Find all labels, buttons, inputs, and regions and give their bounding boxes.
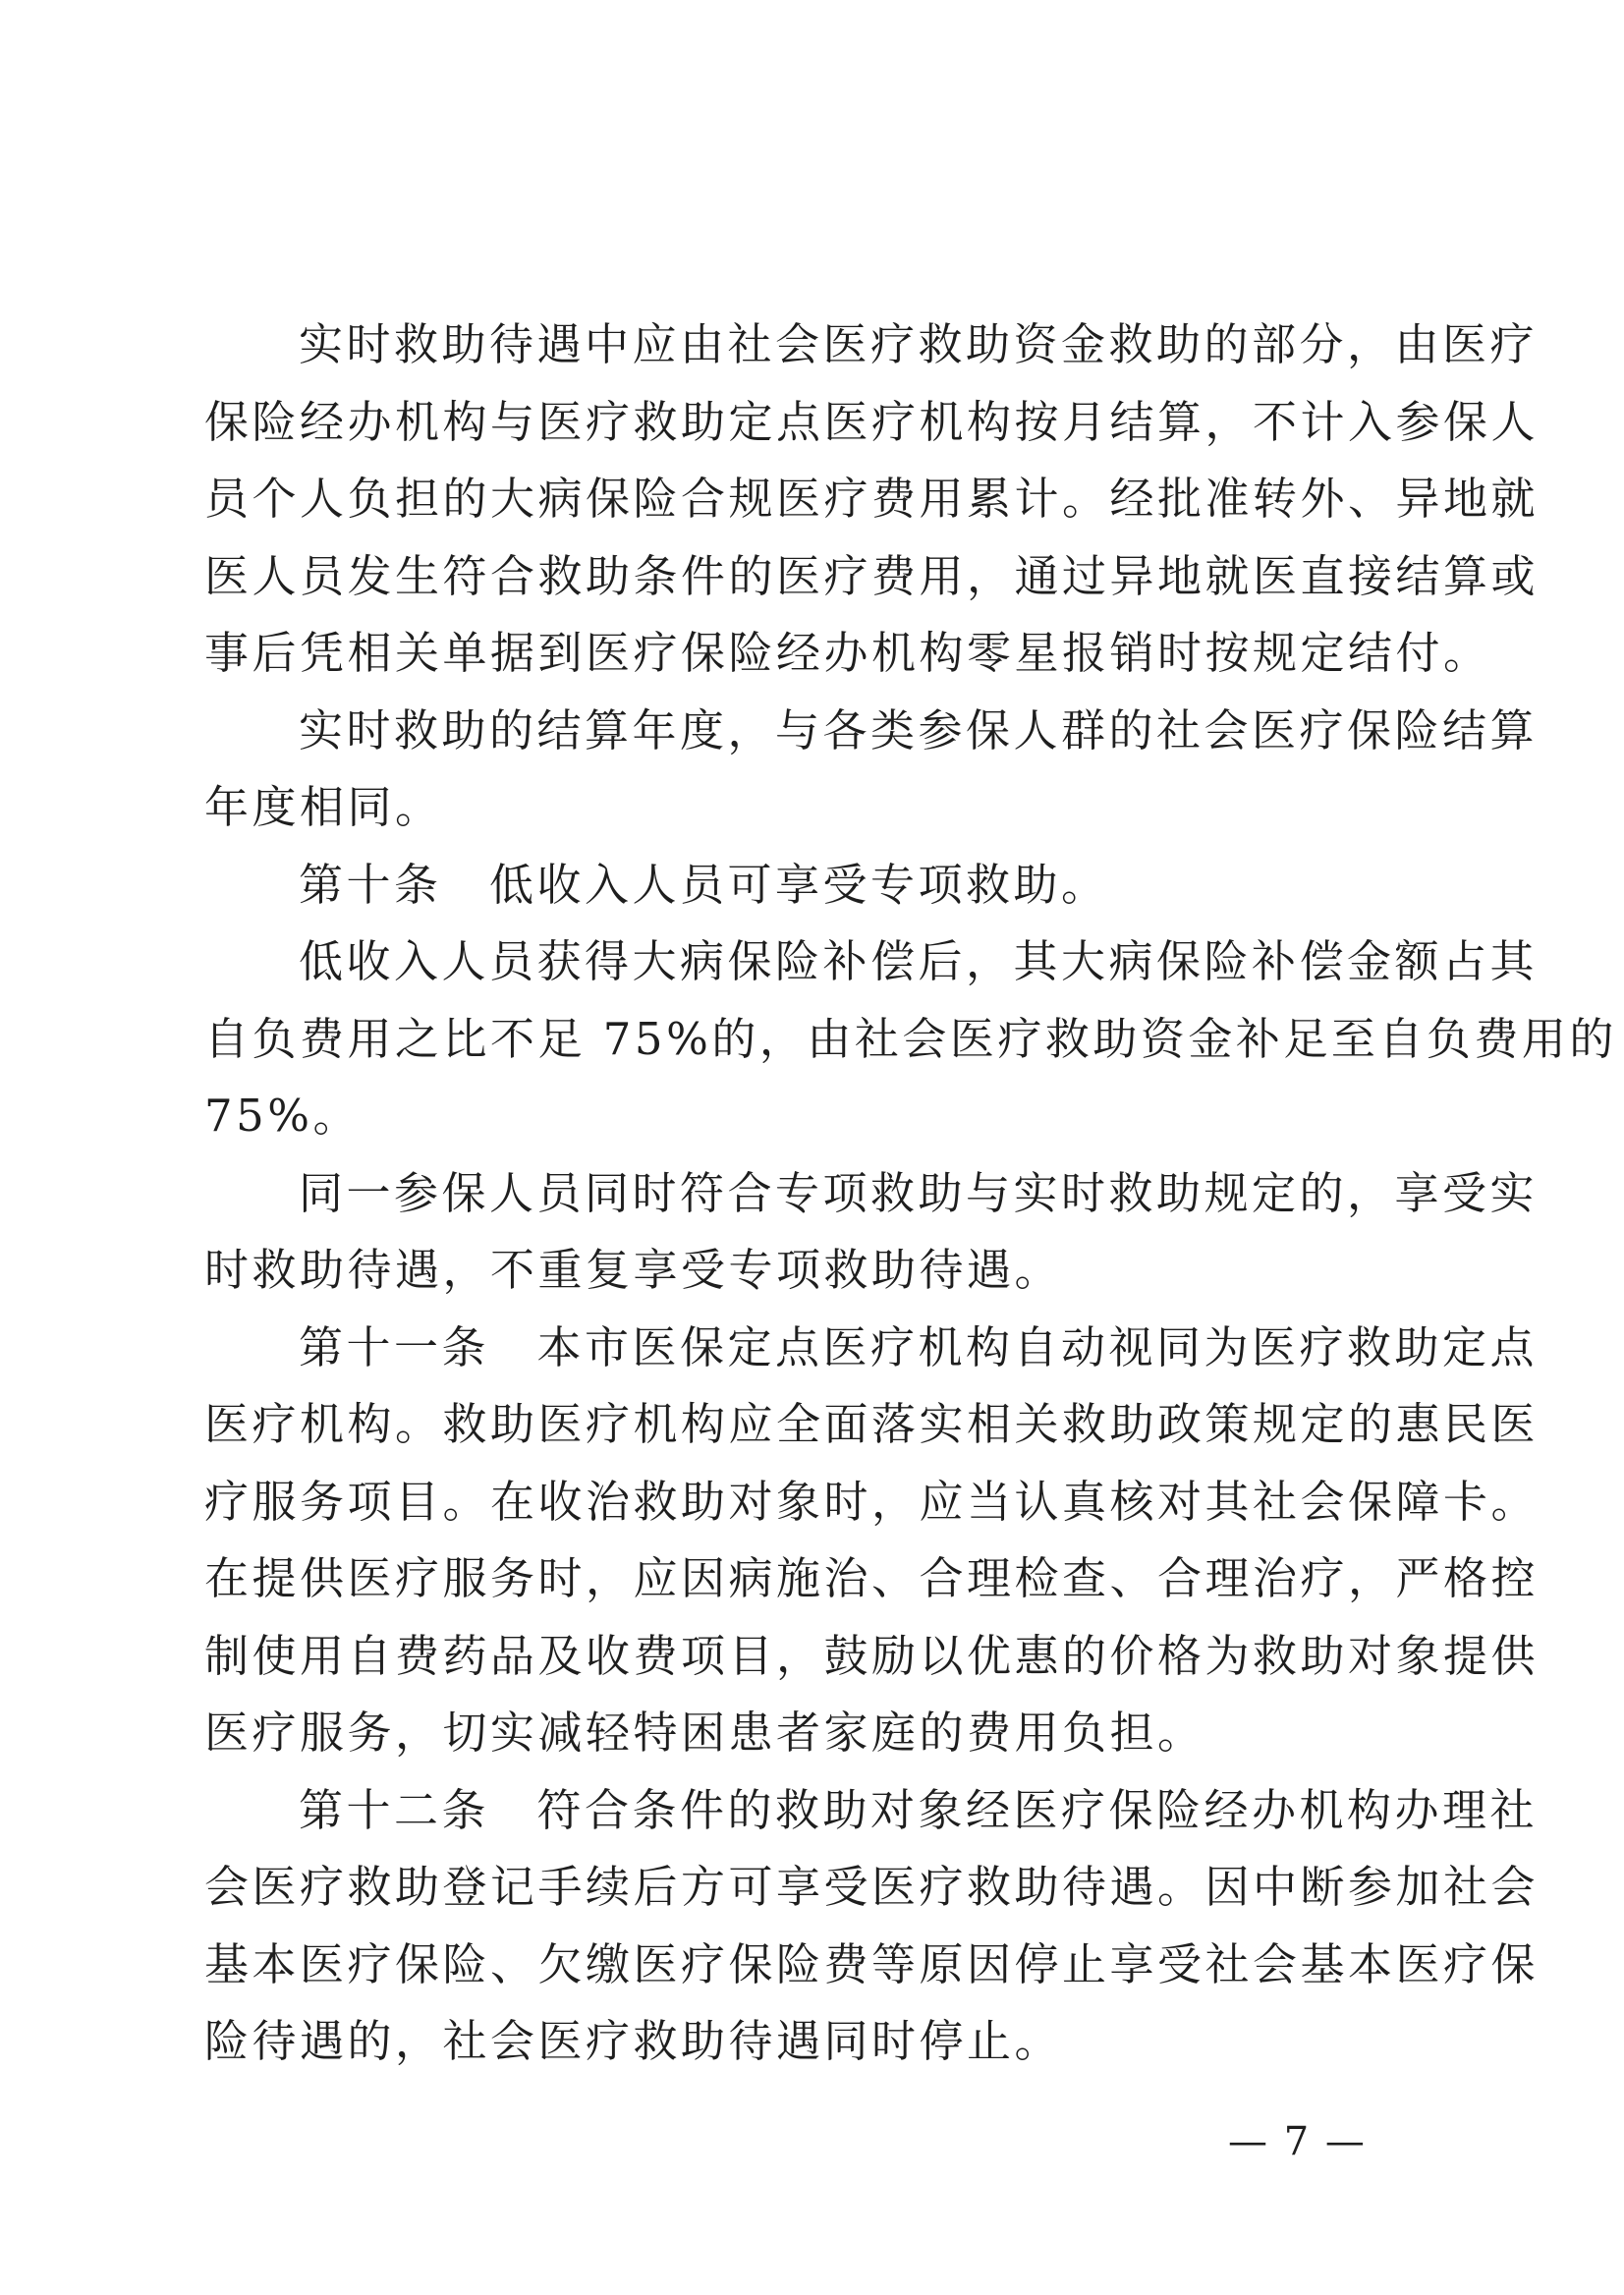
text-line: 事后凭相关单据到医疗保险经办机构零星报销时按规定结付。	[204, 627, 1491, 679]
body-text	[204, 307, 1617, 2081]
text-line: 时救助待遇，不重复享受专项救助待遇。	[204, 1244, 1063, 1296]
text-line: 险待遇的，社会医疗救助待遇同时停止。	[204, 2015, 1063, 2067]
text-line: 第十二条 符合条件的救助对象经医疗保险经办机构办理社	[299, 1783, 1539, 1836]
text-line: 同一参保人员同时符合专项救助与实时救助规定的，享受实	[299, 1166, 1539, 1219]
text-line: 医疗服务，切实减轻特困患者家庭的费用负担。	[204, 1707, 1205, 1759]
text-line: 第十一条 本市医保定点医疗机构自动视同为医疗救助定点	[299, 1320, 1539, 1373]
text-line: 第十条 低收入人员可享受专项救助。	[299, 858, 1109, 911]
text-line: 低收入人员获得大病保险补偿后，其大病保险补偿金额占其	[299, 935, 1539, 987]
text-line: 年度相同。	[204, 781, 443, 833]
text-line: 75%。	[204, 1090, 362, 1142]
text-line: 医人员发生符合救助条件的医疗费用，通过异地就医直接结算或	[204, 549, 1540, 602]
text-line: 会医疗救助登记手续后方可享受医疗救助待遇。因中断参加社会	[204, 1861, 1540, 1913]
text-line: 保险经办机构与医疗救助定点医疗机构按月结算，不计入参保人	[204, 395, 1540, 448]
text-line: 在提供医疗服务时，应因病施治、合理检查、合理治疗，严格控	[204, 1552, 1540, 1604]
text-line: 实时救助待遇中应由社会医疗救助资金救助的部分，由医疗	[299, 318, 1539, 370]
page-number: — 7 —	[1228, 2119, 1367, 2164]
text-line: 制使用自费药品及收费项目，鼓励以优惠的价格为救助对象提供	[204, 1629, 1540, 1682]
text-line: 疗服务项目。在收治救助对象时，应当认真核对其社会保障卡。	[204, 1475, 1540, 1528]
text-line: 医疗机构。救助医疗机构应全面落实相关救助政策规定的惠民医	[204, 1398, 1540, 1450]
text-line: 员个人负担的大病保险合规医疗费用累计。经批准转外、异地就	[204, 473, 1540, 525]
text-line: 基本医疗保险、欠缴医疗保险费等原因停止享受社会基本医疗保	[204, 1937, 1540, 1990]
text-line: 自负费用之比不足 75%的，由社会医疗救助资金补足至自负费用的	[204, 1012, 1617, 1065]
text-line: 实时救助的结算年度，与各类参保人群的社会医疗保险结算	[299, 703, 1539, 756]
